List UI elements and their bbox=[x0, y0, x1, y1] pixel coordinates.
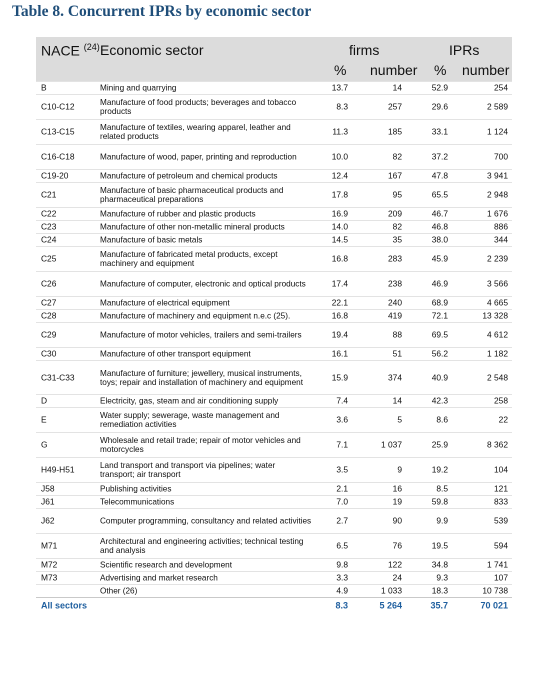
row-sector: Manufacture of motor vehicles, trailers and semi-trailers bbox=[100, 330, 302, 340]
row-firms-pct: 7.0 bbox=[336, 496, 348, 507]
total-firms-number: 5 264 bbox=[379, 600, 402, 611]
row-iprs-pct: 18.3 bbox=[431, 585, 448, 596]
row-code: M73 bbox=[41, 572, 58, 583]
row-iprs-number: 107 bbox=[494, 572, 508, 583]
row-sector: Manufacture of petroleum and chemical products bbox=[100, 171, 278, 181]
row-iprs-number: 8 362 bbox=[487, 439, 508, 450]
total-label: All sectors bbox=[41, 600, 88, 611]
row-iprs-number: 3 941 bbox=[487, 170, 508, 181]
row-sector: Manufacture of electrical equipment bbox=[100, 298, 230, 308]
row-code: C28 bbox=[41, 310, 57, 321]
row-sector: Other (26) bbox=[100, 586, 138, 596]
table-header bbox=[36, 37, 512, 81]
row-iprs-pct: 68.9 bbox=[431, 297, 448, 308]
table-row bbox=[36, 119, 512, 144]
row-code: C19-20 bbox=[41, 170, 69, 181]
row-iprs-pct: 46.9 bbox=[431, 278, 448, 289]
row-sector: Telecommunications bbox=[100, 497, 175, 507]
row-firms-pct: 15.9 bbox=[331, 372, 348, 382]
row-firms-pct: 3.3 bbox=[336, 572, 348, 583]
table-row bbox=[36, 432, 512, 457]
row-code: C26 bbox=[41, 278, 57, 289]
row-code: D bbox=[41, 395, 48, 406]
row-iprs-pct: 8.5 bbox=[436, 483, 448, 494]
row-firms-pct: 9.8 bbox=[336, 559, 348, 570]
row-firms-pct: 2.1 bbox=[336, 483, 348, 494]
row-firms-pct: 17.8 bbox=[331, 189, 348, 200]
row-sector: Mining and quarrying bbox=[100, 83, 177, 93]
row-iprs-pct: 69.5 bbox=[431, 329, 448, 340]
row-code: C10-C12 bbox=[41, 101, 75, 112]
row-firms-pct: 4.9 bbox=[336, 585, 348, 596]
table-row bbox=[36, 94, 512, 119]
row-iprs-number: 886 bbox=[494, 221, 508, 232]
row-sector: Manufacture of food products; beverages and tobacco products bbox=[100, 98, 297, 116]
row-iprs-pct: 8.6 bbox=[436, 414, 448, 425]
row-iprs-pct: 9.3 bbox=[436, 572, 448, 583]
row-firms-number: 88 bbox=[392, 329, 402, 340]
row-code: C13-C15 bbox=[41, 126, 75, 137]
row-firms-number: 240 bbox=[388, 297, 402, 308]
total-iprs-pct: 35.7 bbox=[430, 600, 448, 611]
row-firms-pct: 7.4 bbox=[336, 395, 348, 406]
row-sector: Architectural and engineering activities; technical testing and analysis bbox=[100, 537, 304, 555]
row-firms-pct: 13.7 bbox=[331, 82, 348, 93]
table-row bbox=[36, 457, 512, 482]
row-code: H49-H51 bbox=[41, 464, 75, 475]
row-firms-number: 122 bbox=[388, 559, 402, 570]
row-iprs-number: 2 589 bbox=[487, 101, 508, 112]
row-code: C16-C18 bbox=[41, 151, 75, 162]
row-firms-pct: 11.3 bbox=[332, 126, 348, 137]
row-iprs-pct: 34.8 bbox=[431, 559, 448, 570]
table-row bbox=[36, 394, 512, 407]
row-firms-pct: 6.5 bbox=[336, 540, 348, 551]
row-firms-number: 419 bbox=[388, 310, 402, 321]
row-firms-number: 1 033 bbox=[381, 585, 402, 596]
header-iprs-pct: % bbox=[434, 62, 447, 78]
header-firms-number: number bbox=[370, 62, 418, 78]
row-sector: Manufacture of basic metals bbox=[100, 235, 203, 245]
table-row bbox=[36, 271, 512, 296]
row-iprs-number: 104 bbox=[494, 464, 508, 475]
row-iprs-number: 13 328 bbox=[482, 310, 508, 321]
row-firms-number: 82 bbox=[392, 221, 402, 232]
row-iprs-pct: 25.9 bbox=[431, 439, 448, 450]
table-row bbox=[36, 220, 512, 233]
row-iprs-number: 1 676 bbox=[487, 208, 508, 219]
row-iprs-number: 1 182 bbox=[487, 348, 508, 359]
total-iprs-number: 70 021 bbox=[480, 600, 508, 611]
ipr-sector-table bbox=[36, 37, 512, 614]
header-nace: NACE $^{(24)}$ bbox=[41, 42, 100, 59]
row-iprs-pct: 46.8 bbox=[431, 221, 448, 232]
row-code: J58 bbox=[41, 483, 55, 494]
row-firms-number: 9 bbox=[397, 464, 402, 475]
row-sector: Electricity, gas, steam and air conditioning supply bbox=[100, 396, 279, 406]
row-sector: Manufacture of wood, paper, printing and reproduction bbox=[100, 152, 297, 162]
row-firms-pct: 10.0 bbox=[331, 151, 348, 162]
row-iprs-pct: 19.2 bbox=[431, 464, 448, 475]
row-firms-number: 374 bbox=[388, 372, 402, 382]
row-firms-number: 167 bbox=[388, 170, 402, 181]
row-iprs-pct: 52.9 bbox=[431, 82, 448, 93]
row-firms-number: 95 bbox=[392, 189, 402, 200]
table-row bbox=[36, 533, 512, 558]
row-iprs-number: 344 bbox=[494, 234, 508, 245]
table-row bbox=[36, 571, 512, 584]
row-iprs-pct: 37.2 bbox=[431, 151, 448, 162]
row-iprs-number: 22 bbox=[498, 414, 508, 425]
row-firms-pct: 8.3 bbox=[336, 101, 348, 112]
table-row bbox=[36, 347, 512, 360]
row-firms-pct: 16.8 bbox=[331, 310, 348, 321]
row-iprs-number: 258 bbox=[494, 395, 508, 406]
table-row bbox=[36, 482, 512, 495]
row-code: C25 bbox=[41, 253, 57, 264]
row-iprs-number: 4 665 bbox=[487, 297, 508, 308]
row-sector: Wholesale and retail trade; repair of motor vehicles and motorcycles bbox=[100, 436, 301, 454]
row-sector: Advertising and market research bbox=[100, 573, 218, 583]
row-code: C31-C33 bbox=[41, 372, 75, 382]
row-firms-number: 82 bbox=[392, 151, 402, 162]
row-iprs-pct: 59.8 bbox=[431, 496, 448, 507]
header-sector: Economic sector bbox=[100, 42, 204, 58]
row-firms-number: 35 bbox=[392, 234, 402, 245]
table-row bbox=[36, 360, 512, 394]
row-iprs-number: 2 239 bbox=[487, 253, 508, 264]
row-iprs-pct: 46.7 bbox=[431, 208, 448, 219]
row-sector: Manufacture of other non-metallic mineral products bbox=[100, 222, 285, 232]
row-code: M71 bbox=[41, 540, 58, 551]
row-iprs-number: 1 124 bbox=[487, 126, 508, 137]
row-iprs-pct: 9.9 bbox=[436, 515, 448, 526]
row-iprs-number: 4 612 bbox=[487, 329, 508, 340]
row-firms-pct: 12.4 bbox=[331, 170, 348, 181]
row-iprs-number: 594 bbox=[494, 540, 508, 551]
header-firms-pct: % bbox=[334, 62, 347, 78]
row-firms-number: 14 bbox=[392, 82, 402, 93]
row-iprs-pct: 19.5 bbox=[431, 540, 448, 551]
row-iprs-pct: 33.1 bbox=[431, 126, 448, 137]
row-iprs-number: 1 741 bbox=[487, 559, 508, 570]
table-row bbox=[36, 207, 512, 220]
header-iprs: IPRs bbox=[449, 42, 480, 58]
total-row bbox=[36, 597, 512, 614]
row-firms-pct: 16.9 bbox=[331, 208, 348, 219]
row-firms-pct: 22.1 bbox=[331, 297, 348, 308]
row-iprs-pct: 42.3 bbox=[431, 395, 448, 406]
row-firms-number: 1 037 bbox=[381, 439, 402, 450]
row-firms-number: 5 bbox=[397, 414, 402, 425]
row-iprs-pct: 29.6 bbox=[431, 101, 448, 112]
row-sector: Water supply; sewerage, waste management and remediation activities bbox=[100, 411, 280, 429]
table-row bbox=[36, 322, 512, 347]
table-row bbox=[36, 246, 512, 271]
row-iprs-pct: 56.2 bbox=[431, 348, 448, 359]
row-iprs-number: 254 bbox=[494, 82, 508, 93]
row-firms-number: 14 bbox=[392, 395, 402, 406]
row-code: G bbox=[41, 439, 48, 450]
row-firms-pct: 16.8 bbox=[331, 253, 348, 264]
row-iprs-pct: 47.8 bbox=[431, 170, 448, 181]
row-code: C21 bbox=[41, 189, 57, 200]
row-firms-number: 283 bbox=[388, 253, 402, 264]
row-iprs-pct: 45.9 bbox=[431, 253, 448, 264]
row-iprs-pct: 72.1 bbox=[431, 310, 448, 321]
table-body bbox=[36, 81, 512, 597]
row-sector: Manufacture of basic pharmaceutical products and pharmaceutical preparations bbox=[100, 186, 284, 204]
header-nace-footnote: (24) bbox=[83, 42, 100, 52]
row-code: C23 bbox=[41, 221, 57, 232]
row-sector: Scientific research and development bbox=[100, 560, 232, 570]
row-sector: Manufacture of machinery and equipment n.e.c (25). bbox=[100, 311, 291, 321]
table-row bbox=[36, 233, 512, 246]
row-sector: Manufacture of fabricated metal products, except machinery and equipment bbox=[100, 250, 278, 268]
row-firms-pct: 14.5 bbox=[331, 234, 348, 245]
row-iprs-number: 2 948 bbox=[487, 189, 508, 200]
row-sector: Manufacture of textiles, wearing apparel, leather and related products bbox=[100, 123, 291, 141]
row-firms-number: 257 bbox=[388, 101, 402, 112]
row-code: E bbox=[41, 414, 47, 425]
table-row bbox=[36, 309, 512, 322]
header-firms: firms bbox=[349, 42, 380, 58]
row-iprs-number: 121 bbox=[494, 483, 508, 494]
row-iprs-number: 10 738 bbox=[482, 585, 508, 596]
row-firms-pct: 7.1 bbox=[336, 439, 348, 450]
row-iprs-pct: 40.9 bbox=[431, 372, 448, 382]
table-title: Table 8. Concurrent IPRs by economic sector bbox=[12, 3, 312, 20]
row-sector: Manufacture of furniture; jewellery, musical instruments, toys; repair and installation of machinery and equipment bbox=[100, 368, 303, 387]
row-firms-number: 24 bbox=[392, 572, 402, 583]
table-row bbox=[36, 584, 512, 597]
table-row bbox=[36, 508, 512, 533]
row-firms-pct: 3.6 bbox=[336, 414, 348, 425]
table-row bbox=[36, 81, 512, 94]
row-code: C30 bbox=[41, 348, 57, 359]
table-row bbox=[36, 558, 512, 571]
row-firms-pct: 2.7 bbox=[336, 515, 348, 526]
row-code: C27 bbox=[41, 297, 57, 308]
row-firms-pct: 16.1 bbox=[331, 348, 348, 359]
row-code: M72 bbox=[41, 559, 58, 570]
row-firms-number: 185 bbox=[388, 126, 402, 137]
row-firms-number: 209 bbox=[388, 208, 402, 219]
row-sector: Manufacture of other transport equipment bbox=[100, 349, 251, 359]
row-sector: Manufacture of rubber and plastic products bbox=[100, 209, 256, 219]
row-iprs-pct: 65.5 bbox=[431, 189, 448, 200]
row-firms-number: 51 bbox=[392, 348, 402, 359]
row-firms-pct: 14.0 bbox=[331, 221, 348, 232]
row-iprs-pct: 38.0 bbox=[431, 234, 448, 245]
row-firms-number: 19 bbox=[392, 496, 402, 507]
row-firms-number: 238 bbox=[388, 278, 402, 289]
row-code: C29 bbox=[41, 329, 57, 340]
row-iprs-number: 3 566 bbox=[487, 278, 508, 289]
row-code: J61 bbox=[41, 496, 55, 507]
total-firms-pct: 8.3 bbox=[335, 600, 348, 611]
row-iprs-number: 2 548 bbox=[487, 372, 508, 382]
row-sector: Computer programming, consultancy and related activities bbox=[100, 516, 312, 526]
row-code: B bbox=[41, 82, 47, 93]
header-iprs-number: number bbox=[462, 62, 510, 78]
table-row bbox=[36, 182, 512, 207]
row-sector: Manufacture of computer, electronic and optical products bbox=[100, 279, 306, 289]
row-firms-number: 76 bbox=[392, 540, 402, 551]
row-iprs-number: 539 bbox=[494, 515, 508, 526]
row-iprs-number: 700 bbox=[494, 151, 508, 162]
table-row bbox=[36, 169, 512, 182]
table-row bbox=[36, 407, 512, 432]
row-code: J62 bbox=[41, 515, 55, 526]
row-sector: Land transport and transport via pipelines; water transport; air transport bbox=[100, 461, 276, 479]
row-code: C22 bbox=[41, 208, 57, 219]
row-firms-number: 16 bbox=[392, 483, 402, 494]
row-code: C24 bbox=[41, 234, 57, 245]
row-sector: Publishing activities bbox=[100, 484, 172, 494]
table-row bbox=[36, 144, 512, 169]
row-firms-number: 90 bbox=[392, 515, 402, 526]
row-firms-pct: 19.4 bbox=[331, 329, 348, 340]
row-firms-pct: 3.5 bbox=[336, 464, 348, 475]
row-iprs-number: 833 bbox=[494, 496, 508, 507]
row-firms-pct: 17.4 bbox=[331, 278, 348, 289]
table-row bbox=[36, 296, 512, 309]
table-row bbox=[36, 495, 512, 508]
